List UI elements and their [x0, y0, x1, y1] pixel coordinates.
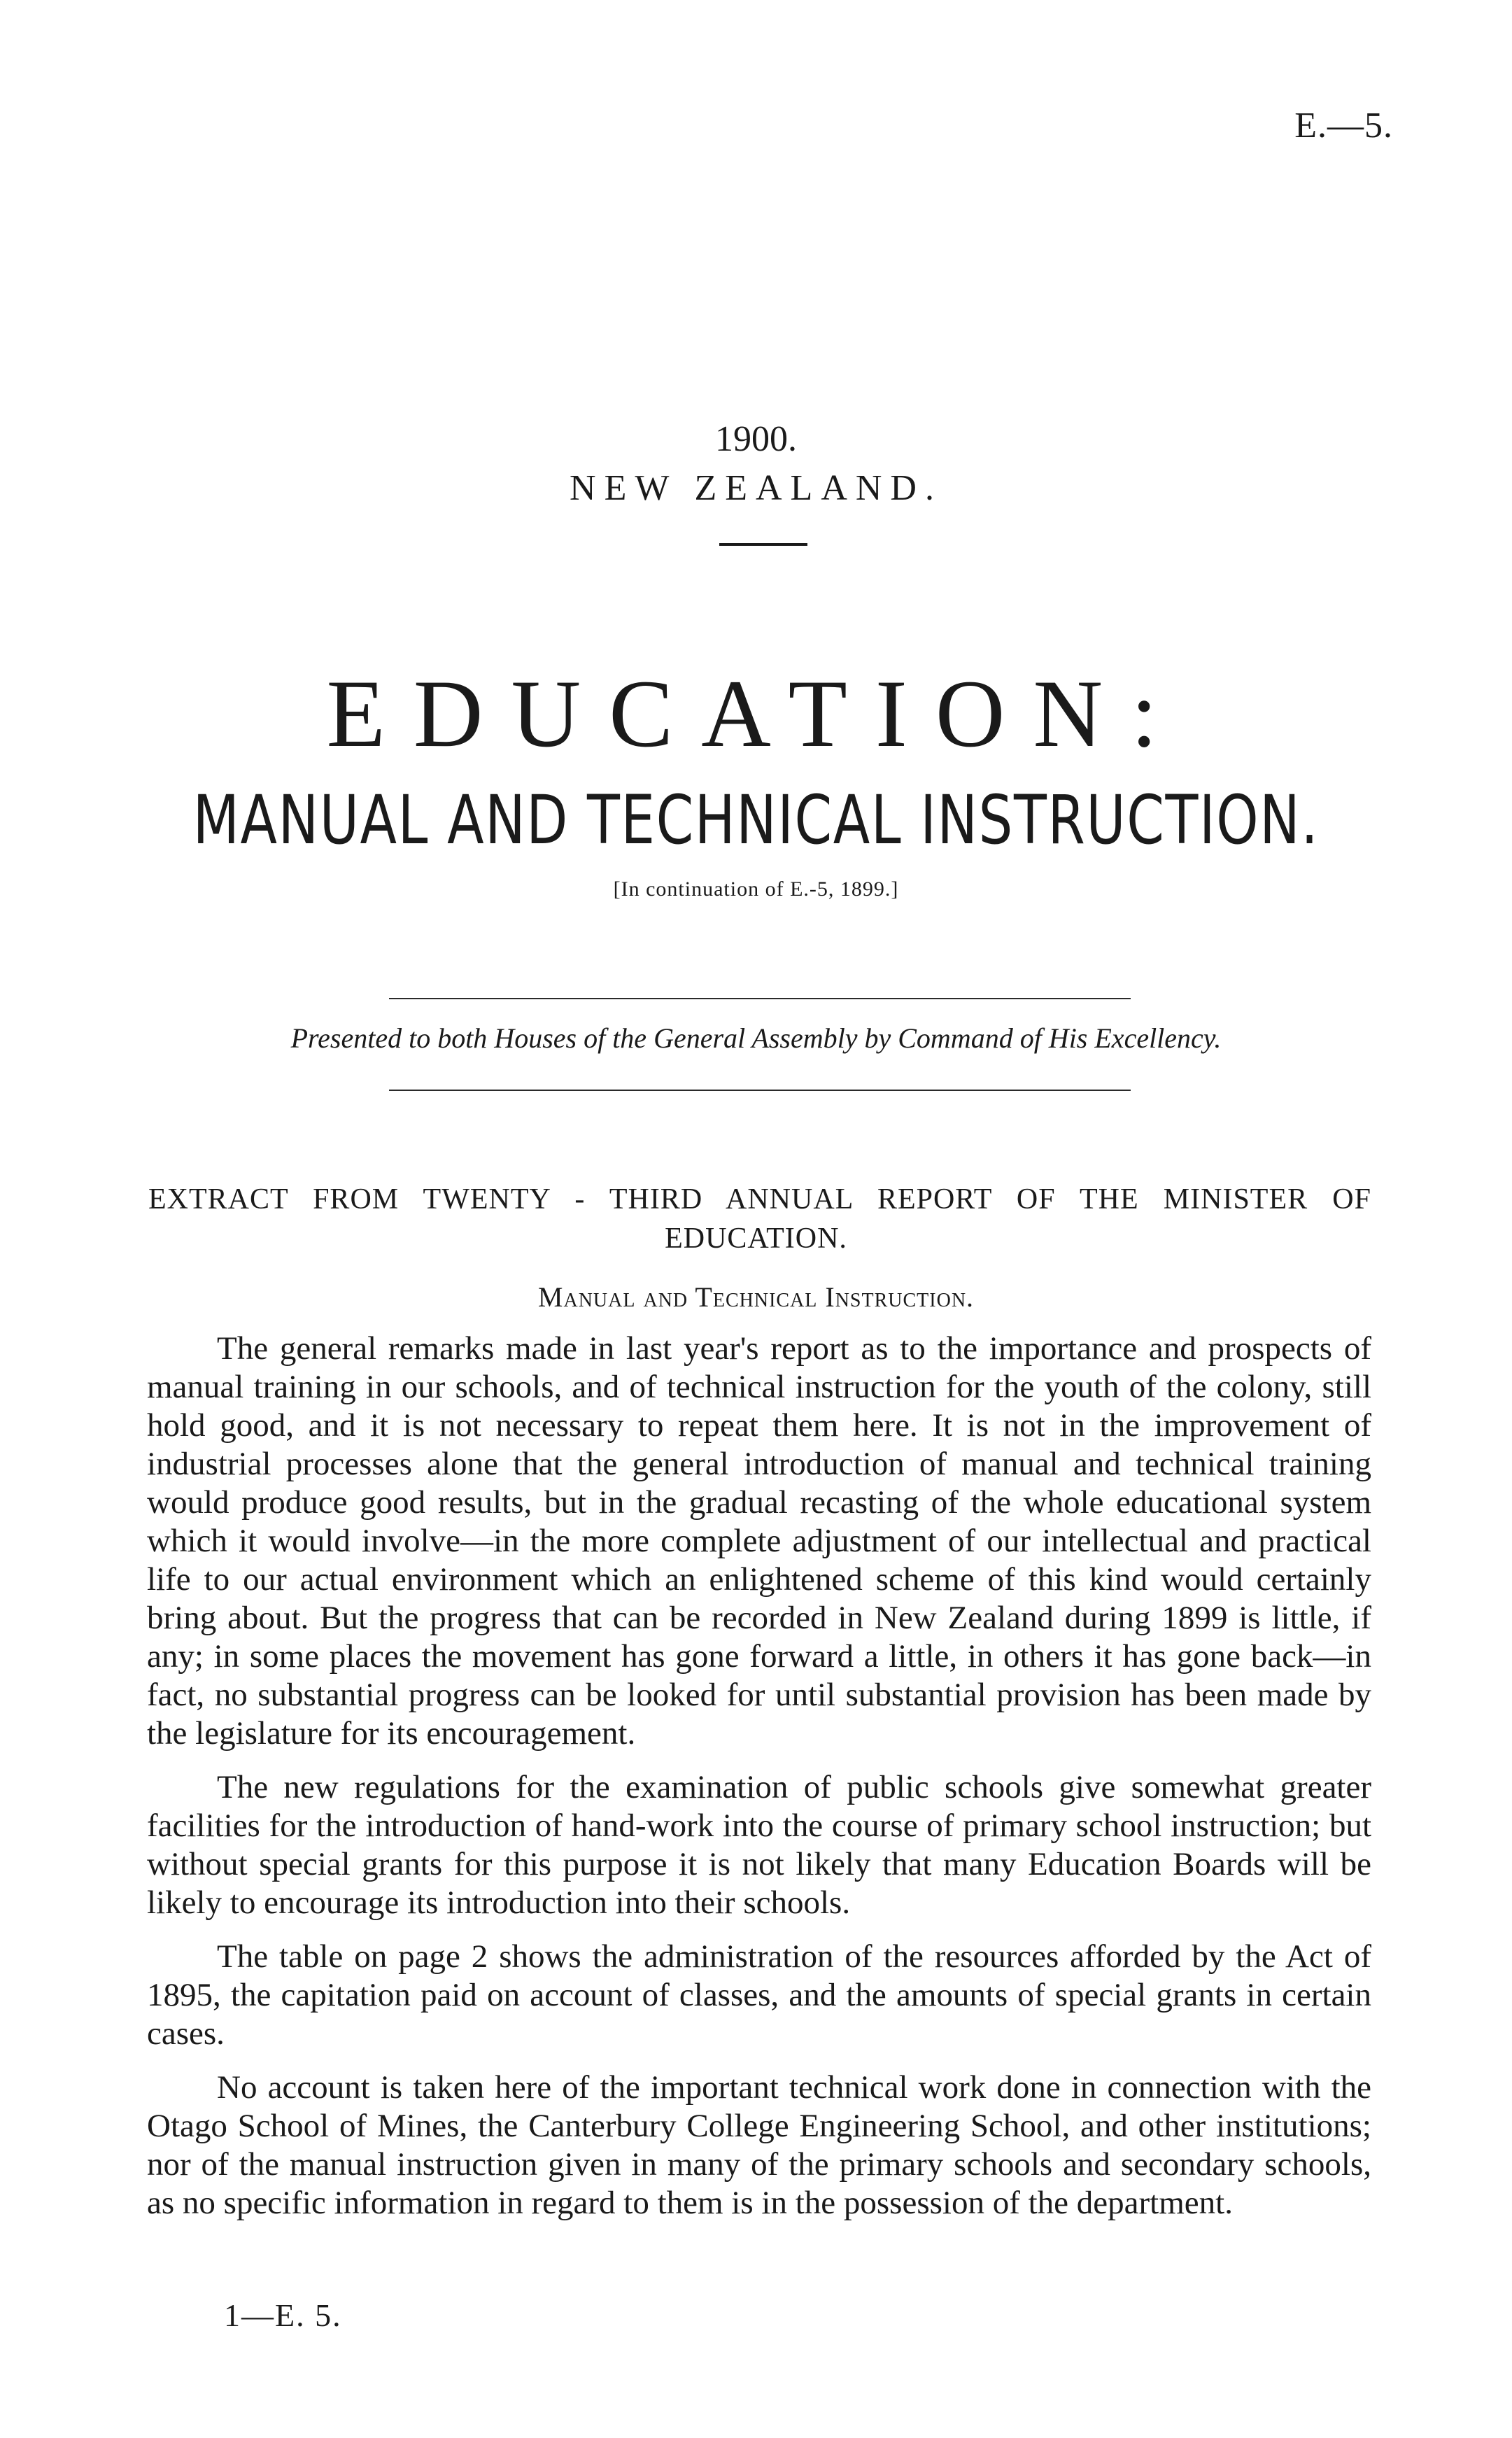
sub-title: MANUAL AND TECHNICAL INSTRUCTION. — [192, 781, 1320, 859]
page-number: E.—5. — [1294, 106, 1393, 146]
paragraph: The general remarks made in last year's report as to the importance and prospects of manual training in our schools, and of technical instruction for the youth of the colony, still hold good, and it is not necessary to repeat them here. It is not in the improvement of industrial processes alone that the general introduction of manual and technical training would produce good results, but in the gradual recasting of the whole educational system which it would involve—in the more complete adjustment of our intellectual and practical life to our actual environment which an enlightened scheme of this kind would certainly bring about. But the progress that can be recorded in New Zealand during 1899 is little, if any; in some places the movement has gone forward a little, in others it has gone back—in fact, no substantial progress can be looked for until substantial provision has been made by the legislature for its encouragement. — [147, 1330, 1371, 1752]
paragraph: No account is taken here of the important technical work done in connection with the Otago School of Mines, the Canterbury College Engineering School, and other institutions; nor of the manual instruction given in many of the primary schools and secondary schools, as no specific information in regard to them is in the possession of the department. — [147, 2069, 1371, 2221]
paragraph: The new regulations for the examination of public schools give somewhat greater facilities for the introduction of hand-work into the course of primary school instruction; but without special grants for this purpose it is not likely that many Education Boards will be likely to encourage its introduction into their schools. — [147, 1769, 1371, 1921]
country-heading: NEW ZEALAND. — [570, 468, 942, 508]
divider-bottom — [389, 1090, 1131, 1091]
body-text — [147, 1330, 1371, 2238]
year: 1900. — [715, 419, 797, 459]
presented-line: Presented to both Houses of the General Assembly by Command of His Excellency. — [290, 1022, 1222, 1054]
extract-heading-line2: EDUCATION. — [665, 1222, 847, 1255]
continuation-note: [In continuation of E.-5, 1899.] — [613, 878, 899, 901]
short-divider — [719, 543, 807, 546]
extract-heading-line1: EXTRACT FROM TWENTY - THIRD ANNUAL REPORT OF THE MINISTER OF — [148, 1183, 1371, 1216]
main-title: EDUCATION: — [326, 660, 1186, 767]
divider-top — [389, 998, 1131, 999]
section-heading: Manual and Technical Instruction. — [537, 1281, 975, 1313]
paragraph: The table on page 2 shows the administration of the resources afforded by the Act of 1895, the capitation paid on account of classes, and the amounts of special grants in certain cases. — [147, 1938, 1371, 2052]
footer-signature: 1—E. 5. — [224, 2297, 342, 2333]
